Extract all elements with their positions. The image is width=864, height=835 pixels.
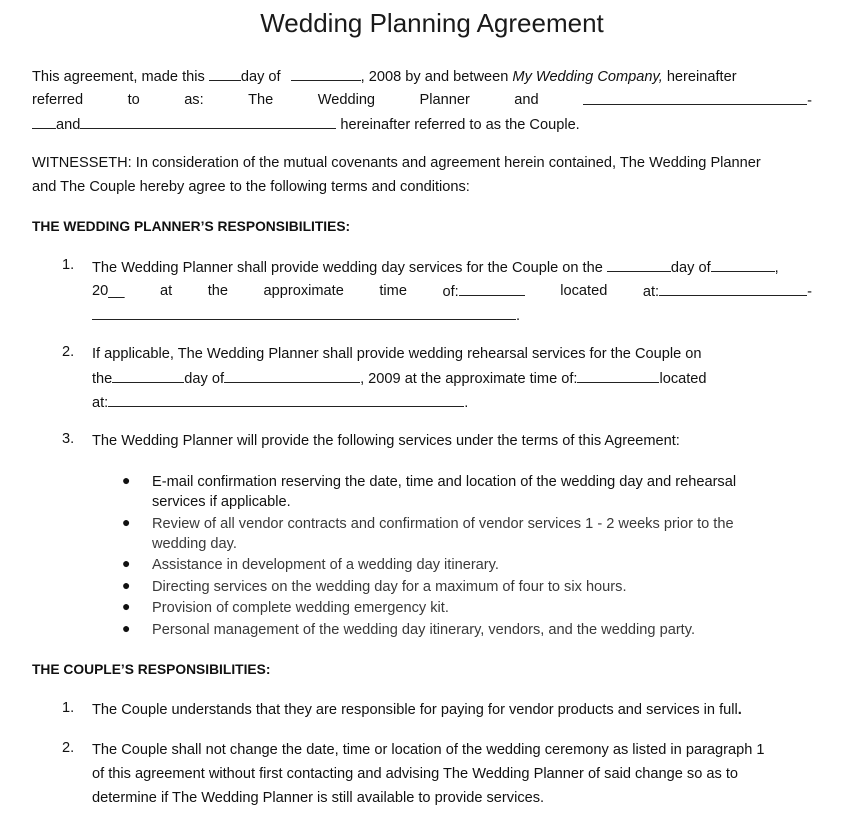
bullet-item-cont: wedding day. (152, 536, 237, 552)
blank-time (459, 281, 525, 296)
bullet-item: Personal management of the wedding day itinerary, vendors, and the wedding party. (152, 622, 695, 638)
intro-word: Wedding (317, 92, 376, 108)
blank-day (607, 257, 671, 272)
blank-location (659, 281, 807, 296)
couple-item-2-line-3: determine if The Wedding Planner is still available to provide services. (92, 790, 545, 806)
item-number: 1. (62, 257, 75, 273)
item-word: approximate (263, 283, 344, 299)
bullet-item: Provision of complete wedding emergency kit. (152, 600, 449, 616)
item-number: 2. (62, 740, 75, 756)
blank-month (224, 368, 360, 383)
planner-item-1-line-1 (92, 257, 779, 278)
period: . (516, 308, 521, 324)
bullet-icon: ● (122, 598, 131, 614)
planner-item-3: The Wedding Planner will provide the following services under the terms of this Agreement: (92, 433, 680, 449)
intro-word: and (514, 92, 539, 108)
couple-item-1 (92, 700, 742, 720)
blank-month (711, 257, 775, 272)
blank-planner-name (583, 90, 807, 105)
witness-line-2: and The Couple hereby agree to the following terms and conditions: (32, 179, 470, 195)
document-title: Wedding Planning Agreement (260, 8, 604, 38)
item-text: located (659, 371, 707, 387)
item-text: day of (184, 371, 225, 387)
couple-item-2-line-2: of this agreement without first contacting and advising The Wedding Planner of said change so as to (92, 766, 739, 782)
intro-text: hereinafter (666, 69, 737, 85)
intro-word: to (127, 92, 140, 108)
dash: - (807, 284, 812, 300)
intro-word: Planner (419, 92, 470, 108)
intro-text: , 2008 by and between (360, 69, 509, 85)
period: . (464, 395, 469, 411)
intro-text: day of (240, 69, 281, 85)
item-text: , (774, 260, 779, 276)
bullet-icon: ● (122, 577, 131, 593)
blank-partner-1 (32, 114, 56, 129)
intro-text: and (56, 117, 81, 133)
item-word: 20__ (92, 283, 125, 299)
item-word: of: (442, 284, 459, 300)
planner-item-1-line-2 (92, 281, 812, 302)
blank-time (577, 368, 659, 383)
bullet-item: E-mail confirmation reserving the date, time and location of the wedding day and rehearsal (152, 474, 737, 490)
bullet-item-cont: services if applicable. (152, 494, 291, 510)
blank-location-cont (92, 305, 516, 320)
planner-item-2-line-1: If applicable, The Wedding Planner shall provide wedding rehearsal services for the Couple on (92, 346, 702, 362)
bullet-icon: ● (122, 514, 131, 530)
planner-item-2-line-2 (92, 368, 707, 389)
planner-item-1-line-3 (92, 305, 520, 326)
intro-word: The (248, 92, 274, 108)
bullet-item: Directing services on the wedding day for a maximum of four to six hours. (152, 579, 627, 595)
item-word: at (160, 283, 173, 299)
item-text: the (92, 371, 113, 387)
bullet-item: Review of all vendor contracts and confirmation of vendor services 1 - 2 weeks prior to the (152, 516, 734, 532)
couple-item-2-line-1: The Couple shall not change the date, time or location of the wedding ceremony as listed in paragraph 1 (92, 742, 765, 758)
intro-line-3 (32, 114, 580, 135)
blank-location (108, 392, 464, 407)
intro-line-2 (32, 90, 812, 111)
bullet-icon: ● (122, 555, 131, 571)
item-text: The Couple understands that they are responsible for paying for vendor products and services in full (92, 702, 738, 718)
intro-word: referred (32, 92, 84, 108)
intro-text: hereinafter referred to as the Couple. (340, 117, 580, 133)
intro-text: This agreement, made this (32, 69, 205, 85)
item-number: 3. (62, 431, 75, 447)
bullet-icon: ● (122, 472, 131, 488)
couple-heading: THE COUPLE’S RESPONSIBILITIES: (32, 662, 271, 677)
bullet-icon: ● (122, 620, 131, 636)
item-text: , 2009 at the approximate time of: (360, 371, 578, 387)
blank-partner-2 (80, 114, 336, 129)
dash: - (807, 93, 812, 109)
intro-word: as: (184, 92, 204, 108)
item-word: located (560, 283, 608, 299)
item-number: 2. (62, 344, 75, 360)
item-text: The Wedding Planner shall provide wedding day services for the Couple on the (92, 260, 603, 276)
item-word: at: (642, 284, 660, 300)
item-word: the (207, 283, 228, 299)
bullet-item: Assistance in development of a wedding day itinerary. (152, 557, 499, 573)
period: . (737, 702, 742, 718)
blank-day (112, 368, 184, 383)
planner-item-2-line-3 (92, 392, 468, 413)
item-number: 1. (62, 700, 75, 716)
item-word: time (379, 283, 407, 299)
item-text: at: (92, 395, 109, 411)
item-text: day of (670, 260, 711, 276)
witness-line-1: WITNESSETH: In consideration of the mutual covenants and agreement herein contained, The Wedding Planner (32, 155, 761, 171)
blank-month (291, 66, 361, 81)
blank-day (209, 66, 241, 81)
planner-heading: THE WEDDING PLANNER’S RESPONSIBILITIES: (32, 219, 351, 234)
company-name: My Wedding Company, (512, 69, 663, 85)
intro-line-1 (32, 66, 737, 87)
